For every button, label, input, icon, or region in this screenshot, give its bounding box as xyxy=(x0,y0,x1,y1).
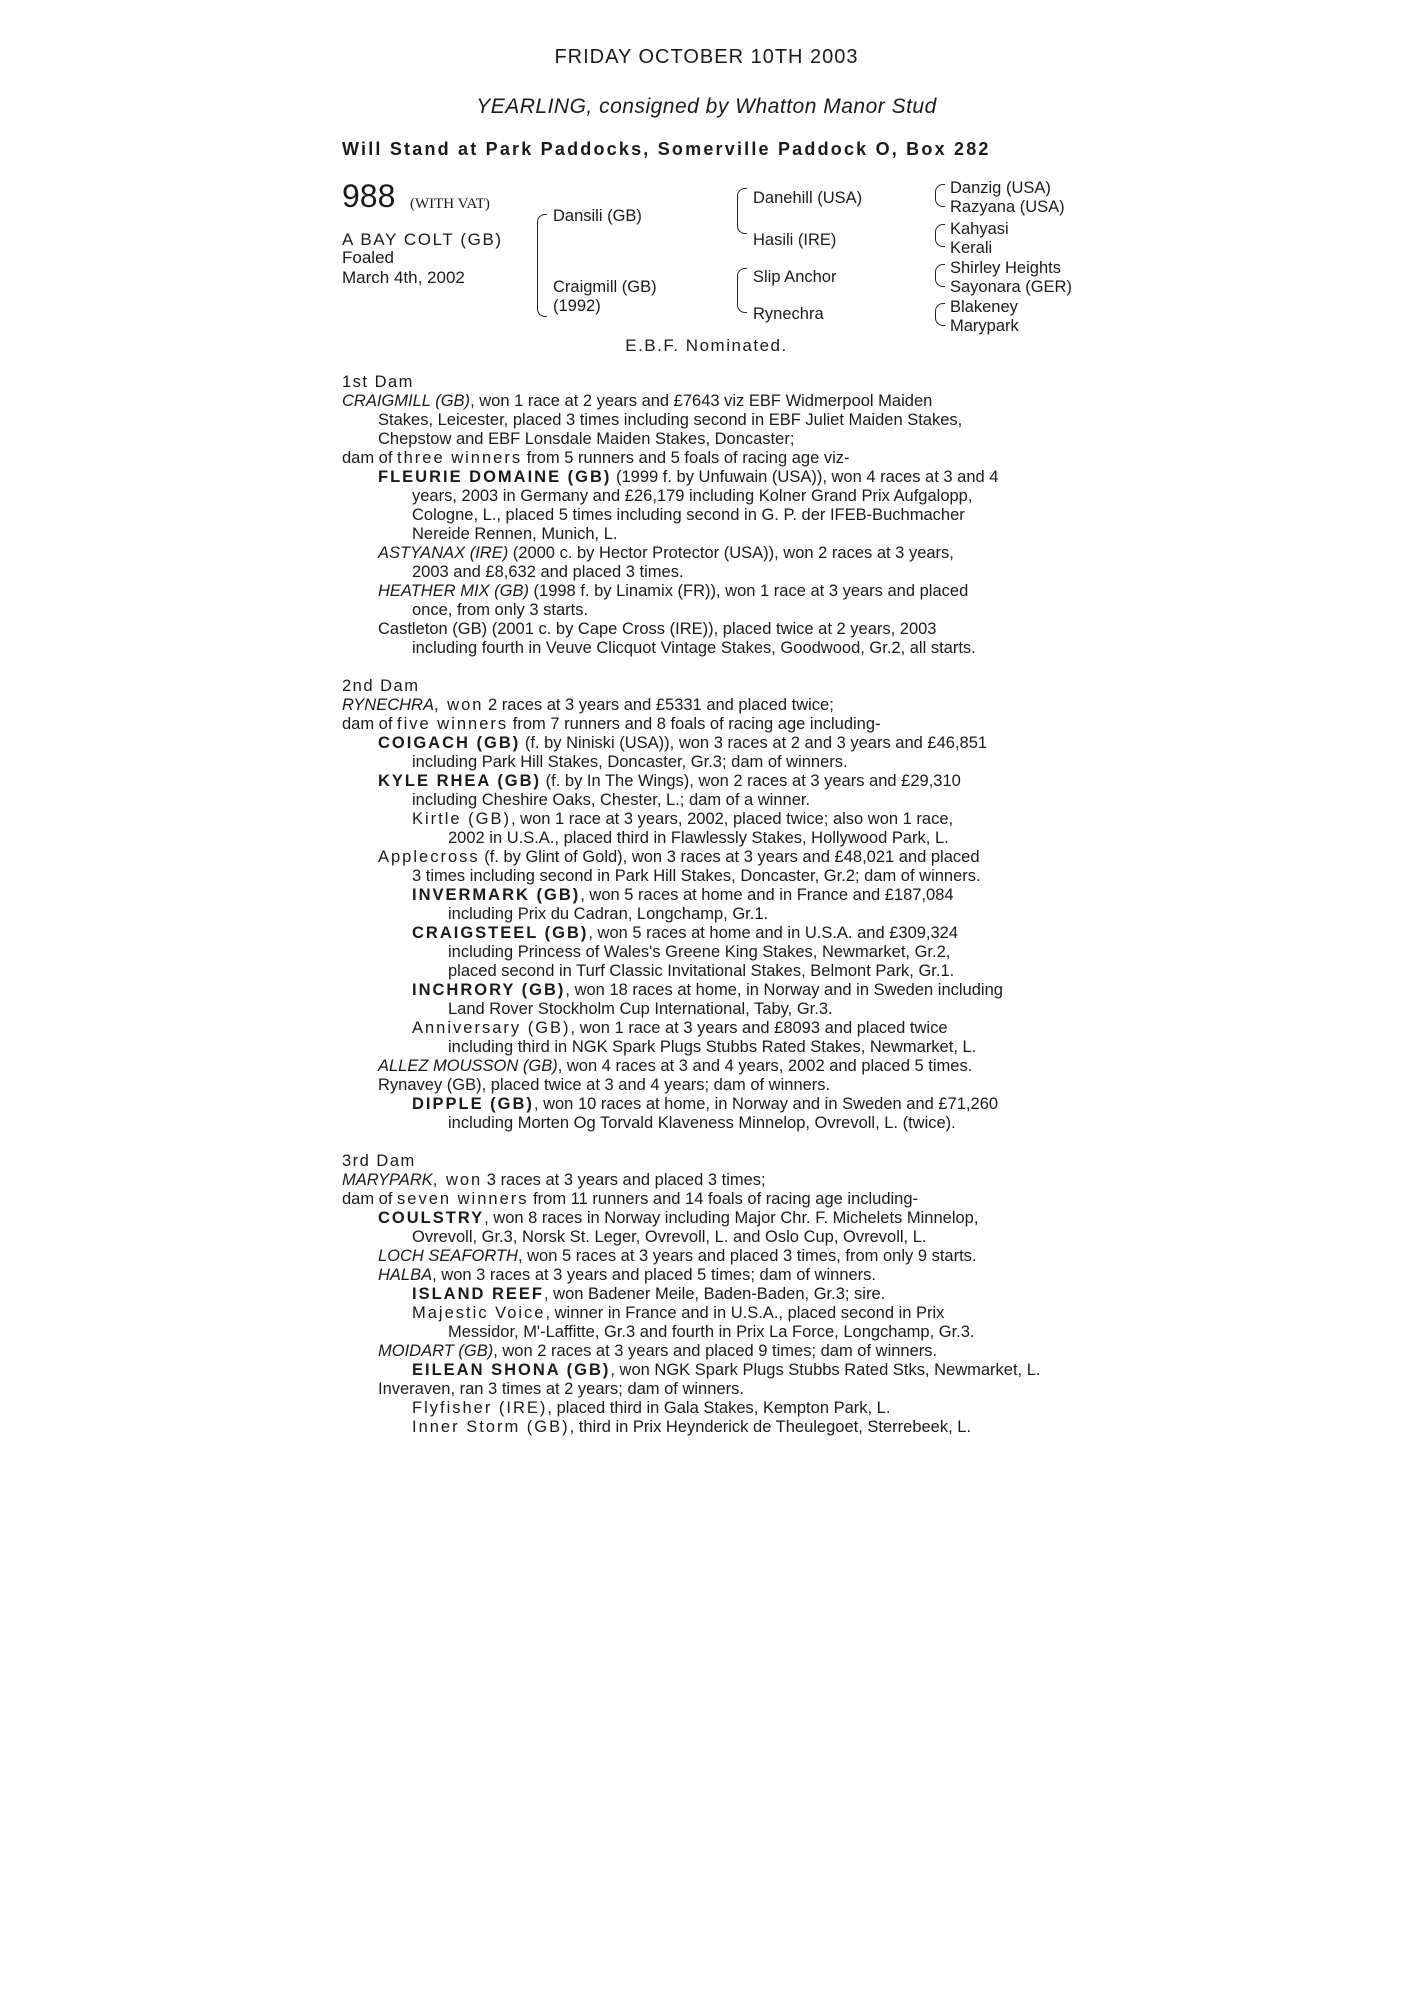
text-line: including third in NGK Spark Plugs Stubbs Rated Stakes, Newmarket, L. xyxy=(448,1038,977,1056)
text-line: including Prix du Cadran, Longchamp, Gr.1. xyxy=(448,905,769,923)
text-line: placed second in Turf Classic Invitational Stakes, Belmont Park, Gr.1. xyxy=(448,962,955,980)
text: (1999 f. by Unfuwain (USA)), won 4 races at 3 and 4 xyxy=(611,468,999,486)
third-dam-heading: 3rd Dam xyxy=(342,1152,416,1170)
text-line: Ovrevoll, Gr.3, Norsk St. Leger, Ovrevoll, L. and Oslo Cup, Ovrevoll, L. xyxy=(412,1228,927,1246)
sale-date: FRIDAY OCTOBER 10TH 2003 xyxy=(554,46,859,68)
consignor-line: YEARLING, consigned by Whatton Manor Stud xyxy=(476,95,937,118)
text: , third in Prix Heynderick de Theulegoet, Sterrebeek, L. xyxy=(569,1418,972,1436)
text-line: including fourth in Veuve Clicquot Vintage Stakes, Goodwood, Gr.2, all starts. xyxy=(412,639,976,657)
text: 3 races at 3 years and placed 3 times; xyxy=(482,1171,766,1189)
text: (2000 c. by Hector Protector (USA)), won 2 races at 3 years, xyxy=(508,544,954,562)
horse-name: INCHRORY (GB) xyxy=(412,981,566,999)
produce-entry: Inveraven, ran 3 times at 2 years; dam of winners. xyxy=(378,1380,744,1398)
winners-count: seven winners xyxy=(397,1190,529,1208)
produce-entry xyxy=(342,1342,1082,1361)
text-line: including Princess of Wales's Greene King Stakes, Newmarket, Gr.2, xyxy=(448,943,951,961)
horse-name: INVERMARK (GB) xyxy=(412,886,581,904)
pedigree-dam-dam: Rynechra xyxy=(753,305,824,323)
text-line: 2002 in U.S.A., placed third in Flawlessly Stakes, Hollywood Park, L. xyxy=(448,829,949,847)
text-line: including Park Hill Stakes, Doncaster, Gr.3; dam of winners. xyxy=(412,753,848,771)
brace-parents-top xyxy=(537,214,547,265)
text: (1998 f. by Linamix (FR)), won 1 race at 3 years and placed xyxy=(528,582,969,600)
brace-dam-bottom xyxy=(737,288,747,313)
third-dam-produce xyxy=(342,1190,1082,1209)
produce-entry xyxy=(342,810,1082,829)
text: dam of xyxy=(342,715,398,733)
pedigree-dam: Craigmill (GB) xyxy=(553,278,657,296)
text: , won 1 race at 3 years and £8093 and placed twice xyxy=(570,1019,948,1037)
text-line: 3 times including second in Park Hill Stakes, Doncaster, Gr.2; dam of winners. xyxy=(412,867,981,885)
produce-entry xyxy=(342,981,1082,1000)
brace-g3b xyxy=(935,275,945,287)
horse-name: Flyfisher (IRE) xyxy=(412,1399,548,1417)
horse-name: HEATHER MIX (GB) xyxy=(378,582,529,600)
horse-name: LOCH SEAFORTH xyxy=(378,1247,518,1265)
produce-entry xyxy=(342,1418,1082,1437)
pedigree-g7: Blakeney xyxy=(950,298,1018,316)
text: , won 5 races at 3 years and placed 3 times, from only 9 starts. xyxy=(517,1247,977,1265)
text: , placed third in Gala Stakes, Kempton Park, L. xyxy=(547,1399,891,1417)
pedigree-dam-year: (1992) xyxy=(553,297,601,315)
produce-entry xyxy=(342,1361,1082,1380)
pedigree-g1: Danzig (USA) xyxy=(950,179,1051,197)
second-dam-name: RYNECHRA xyxy=(342,696,434,714)
horse-name: ALLEZ MOUSSON (GB) xyxy=(378,1057,558,1075)
text: (f. by In The Wings), won 2 races at 3 years and £29,310 xyxy=(541,772,961,790)
foaled-label: Foaled xyxy=(342,248,394,267)
horse-name: COULSTRY xyxy=(378,1209,485,1227)
produce-entry xyxy=(342,1057,1082,1076)
catalogue-body xyxy=(342,373,1082,1437)
text: (f. by Niniski (USA)), won 3 races at 2 and 3 years and £46,851 xyxy=(520,734,988,752)
winners-count: five winners xyxy=(397,715,509,733)
pedigree-g5: Shirley Heights xyxy=(950,259,1061,277)
lot-number: 988 xyxy=(342,178,396,214)
brace-parents-bottom xyxy=(537,264,547,317)
text: , won NGK Spark Plugs Stubbs Rated Stks, Newmarket, L. xyxy=(610,1361,1041,1379)
text: , won xyxy=(432,1171,483,1189)
text-line: once, from only 3 starts. xyxy=(412,601,589,619)
brace-dam-top xyxy=(737,268,747,289)
produce-entry xyxy=(342,1209,1082,1228)
text: , winner in France and in U.S.A., placed second in Prix xyxy=(545,1304,945,1322)
horse-name: MOIDART (GB) xyxy=(378,1342,494,1360)
text: , won 3 races at 3 years and placed 5 times; dam of winners. xyxy=(432,1266,876,1284)
horse-name: HALBA xyxy=(378,1266,433,1284)
text-line: Cologne, L., placed 5 times including second in G. P. der IFEB-Buchmacher xyxy=(412,506,965,524)
pedigree-g3: Kahyasi xyxy=(950,220,1009,238)
horse-name: KYLE RHEA (GB) xyxy=(378,772,542,790)
produce-entry: Rynavey (GB), placed twice at 3 and 4 years; dam of winners. xyxy=(378,1076,831,1094)
horse-name: DIPPLE (GB) xyxy=(412,1095,534,1113)
brace-g2b xyxy=(935,235,945,247)
text: , won 2 races at 3 years and placed 9 times; dam of winners. xyxy=(493,1342,938,1360)
horse-name: ASTYANAX (IRE) xyxy=(378,544,509,562)
produce-entry xyxy=(342,772,1082,791)
pedigree-g6: Sayonara (GER) xyxy=(950,278,1072,296)
horse-name: Anniversary (GB) xyxy=(412,1019,571,1037)
produce-entry xyxy=(342,1095,1082,1114)
produce-entry xyxy=(342,848,1082,867)
horse-name: ISLAND REEF xyxy=(412,1285,545,1303)
text: , won 18 races at home, in Norway and in Sweden including xyxy=(565,981,1003,999)
pedigree-g2: Razyana (USA) xyxy=(950,198,1065,216)
produce-entry xyxy=(342,924,1082,943)
text: (f. by Glint of Gold), won 3 races at 3 years and £48,021 and placed xyxy=(479,848,980,866)
brace-g1b xyxy=(935,195,945,207)
text-line: Messidor, M'-Laffitte, Gr.3 and fourth in Prix La Force, Longchamp, Gr.3. xyxy=(448,1323,975,1341)
pedigree-g8: Marypark xyxy=(950,317,1019,335)
pedigree-g4: Kerali xyxy=(950,239,993,257)
produce-entry xyxy=(342,582,1082,601)
produce-entry xyxy=(342,886,1082,905)
first-dam-line xyxy=(342,392,1082,411)
text: , won 5 races at home and in U.S.A. and £309,324 xyxy=(588,924,959,942)
text: , won 10 races at home, in Norway and in Sweden and £71,260 xyxy=(533,1095,999,1113)
text-line: Chepstow and EBF Lonsdale Maiden Stakes, Doncaster; xyxy=(378,430,795,448)
text: from 7 runners and 8 foals of racing age including- xyxy=(508,715,881,733)
horse-name: EILEAN SHONA (GB) xyxy=(412,1361,611,1379)
horse-name: Inner Storm (GB) xyxy=(412,1418,570,1436)
first-dam-produce xyxy=(342,449,1082,468)
text: dam of xyxy=(342,1190,398,1208)
produce-entry xyxy=(342,1304,1082,1323)
stable-location: Will Stand at Park Paddocks, Somerville Paddock O, Box 282 xyxy=(342,139,991,159)
text: , won 5 races at home and in France and £187,084 xyxy=(580,886,954,904)
ebf-nominated: E.B.F. Nominated. xyxy=(625,336,788,355)
text-line: Nereide Rennen, Munich, L. xyxy=(412,525,618,543)
second-dam-produce xyxy=(342,715,1082,734)
text-line: years, 2003 in Germany and £26,179 including Kolner Grand Prix Aufgalopp, xyxy=(412,487,973,505)
third-dam-line xyxy=(342,1171,1082,1190)
produce-entry xyxy=(342,1247,1082,1266)
first-dam-name: CRAIGMILL (GB) xyxy=(342,392,471,410)
produce-entry xyxy=(342,1266,1082,1285)
text: , won 4 races at 3 and 4 years, 2002 and placed 5 times. xyxy=(557,1057,973,1075)
pedigree-dam-sire: Slip Anchor xyxy=(753,268,837,286)
text: 2 races at 3 years and £5331 and placed twice; xyxy=(483,696,834,714)
text-line: including Morten Og Torvald Klaveness Minnelop, Ovrevoll, L. (twice). xyxy=(448,1114,956,1132)
text-line: 2003 and £8,632 and placed 3 times. xyxy=(412,563,684,581)
horse-name: Applecross xyxy=(378,848,480,866)
produce-entry xyxy=(342,1019,1082,1038)
text: dam of xyxy=(342,449,398,467)
foaled-date: March 4th, 2002 xyxy=(342,268,465,287)
produce-entry: Castleton (GB) (2001 c. by Cape Cross (IRE)), placed twice at 2 years, 2003 xyxy=(378,620,937,638)
produce-entry xyxy=(342,468,1082,487)
second-dam-heading: 2nd Dam xyxy=(342,677,420,695)
text: , won xyxy=(433,696,484,714)
text: , won 1 race at 3 years, 2002, placed twice; also won 1 race, xyxy=(511,810,954,828)
vat-note: (WITH VAT) xyxy=(410,196,490,212)
text: , won 1 race at 2 years and £7643 viz EBF Widmerpool Maiden xyxy=(470,392,933,410)
brace-g4b xyxy=(935,314,945,326)
horse-name: Majestic Voice xyxy=(412,1304,546,1322)
text: from 11 runners and 14 foals of racing age including- xyxy=(528,1190,919,1208)
pedigree-sire-dam: Hasili (IRE) xyxy=(753,231,837,249)
horse-name: COIGACH (GB) xyxy=(378,734,521,752)
pedigree-sire: Dansili (GB) xyxy=(553,207,642,225)
horse-name: CRAIGSTEEL (GB) xyxy=(412,924,589,942)
produce-entry xyxy=(342,544,1082,563)
pedigree-sire-sire: Danehill (USA) xyxy=(753,189,863,207)
text: , won Badener Meile, Baden-Baden, Gr.3; sire. xyxy=(544,1285,886,1303)
text: from 5 runners and 5 foals of racing age viz- xyxy=(522,449,850,467)
second-dam-line xyxy=(342,696,1082,715)
text-line: Land Rover Stockholm Cup International, Taby, Gr.3. xyxy=(448,1000,833,1018)
text-line: Stakes, Leicester, placed 3 times including second in EBF Juliet Maiden Stakes, xyxy=(378,411,963,429)
text: , won 8 races in Norway including Major Chr. F. Michelets Minnelop, xyxy=(484,1209,979,1227)
produce-entry xyxy=(342,1285,1082,1304)
text-line: including Cheshire Oaks, Chester, L.; dam of a winner. xyxy=(412,791,811,809)
brace-sire-top xyxy=(737,188,747,211)
horse-name: Kirtle (GB) xyxy=(412,810,512,828)
horse-name: FLEURIE DOMAINE (GB) xyxy=(378,468,612,486)
first-dam-heading: 1st Dam xyxy=(342,373,414,391)
third-dam-name: MARYPARK xyxy=(342,1171,433,1189)
lot-description: A BAY COLT (GB) xyxy=(342,230,503,249)
winners-count: three winners xyxy=(397,449,523,467)
produce-entry xyxy=(342,1399,1082,1418)
brace-sire-bottom xyxy=(737,210,747,234)
produce-entry xyxy=(342,734,1082,753)
